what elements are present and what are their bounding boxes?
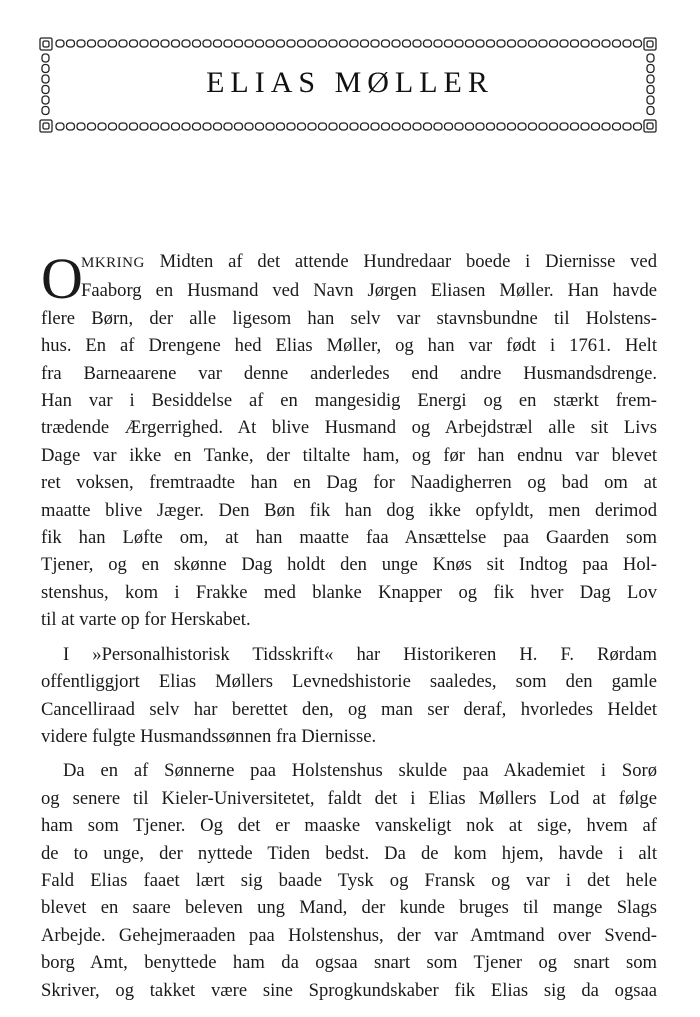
text-line: offentliggjort Elias Møllers Levnedshistorie saaledes, som den gamle [41, 671, 657, 693]
text-line: Cancelliraad selv har berettet den, og man ser deraf, hvorledes Heldet [41, 698, 657, 720]
text-line: og senere til Kieler-Universitetet, faldt det i Elias Møllers Lod at følge [41, 787, 657, 809]
text-line: til at varte op for Herskabet. [41, 609, 251, 631]
text-line: Arbejde. Gehejmeraaden paa Holstenshus, der var Amtmand over Svend- [41, 924, 657, 946]
text-line: fra Barneaarene var denne anderledes end andre Husmandsdrenge. [41, 362, 657, 384]
text-line: fik han Løfte om, at han maatte faa Ansættelse paa Gaarden som [41, 527, 657, 549]
text-line: Skriver, og takket være sine Sprogkundskaber fik Elias sig da ogsaa [41, 979, 657, 1001]
drop-cap: O [41, 246, 83, 311]
lead-smallcaps: MKRING [81, 255, 145, 271]
body-text [41, 248, 657, 1004]
text-line: blevet en saare beleven ung Mand, der kunde bruges til mange Slags [41, 897, 657, 919]
text-line: hus. En af Drengene hed Elias Møller, og han var født i 1761. Helt [41, 335, 657, 357]
text-line: ham som Tjener. Og det er maaske vanskeligt nok at sige, hvem af [41, 815, 657, 837]
text-line: ret voksen, fremtraadte han en Dag for Naadigherren og bad om at [41, 472, 657, 494]
text-line: Tjener, og en skønne Dag holdt den unge Knøs sit Indtog paa Hol- [41, 554, 657, 576]
paragraph-3 [41, 757, 657, 1004]
paragraph-1 [41, 248, 657, 634]
text-line: Fald Elias faaet lært sig baade Tysk og Fransk og var i det hele [41, 869, 657, 891]
text-line: I »Personalhistorisk Tidsskrift« har Historikeren H. F. Rørdam [63, 643, 657, 665]
text-line: Da en af Sønnerne paa Holstenshus skulde paa Akademiet i Sorø [63, 760, 657, 782]
text-line: MKRING Midten af det attende Hundredaar boede i Diernisse ved [81, 251, 657, 272]
text-line: Dage var ikke en Tanke, der tiltalte ham, og før han endnu var blevet [41, 444, 657, 466]
page-title: ELIAS MØLLER [206, 66, 494, 99]
text-line: Han var i Besiddelse af en mangesidig Energi og en stærkt frem- [41, 390, 657, 412]
text-line: borg Amt, benyttede ham da ogsaa snart som Tjener og snart som [41, 952, 657, 974]
text-line: stenshus, kom i Frakke med blanke Knapper og fik hver Dag Lov [41, 581, 657, 603]
paragraph-2 [41, 641, 657, 751]
text-line: de to unge, der nyttede Tiden bedst. Da de kom hjem, havde i alt [41, 842, 657, 864]
text-line: trædende Ærgerrighed. At blive Husmand og Arbejdstræl alle sit Livs [41, 417, 657, 439]
text-line: videre fulgte Husmandssønnen fra Diernisse. [41, 725, 377, 747]
text-line: maatte blive Jæger. Den Bøn fik han dog ikke opfyldt, men derimod [41, 499, 657, 521]
text-line: Faaborg en Husmand ved Navn Jørgen Eliasen Møller. Han havde [81, 280, 657, 302]
text-line: flere Børn, der alle ligesom han selv var stavnsbundne til Holstens- [41, 307, 657, 329]
